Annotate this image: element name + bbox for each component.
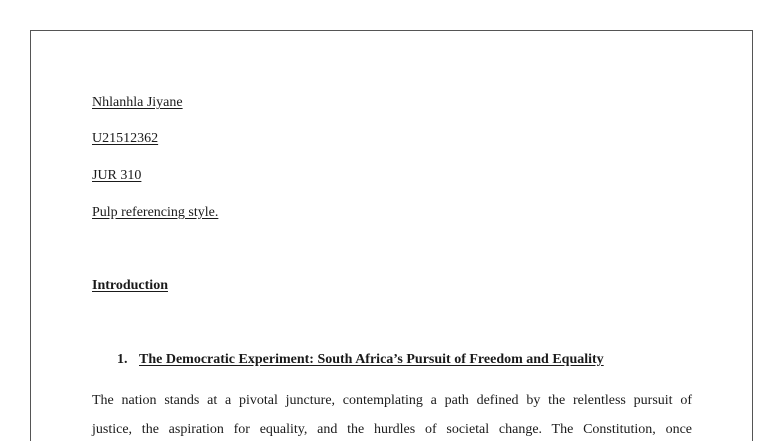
student-number: U21512362: [92, 131, 159, 146]
body-paragraph: [92, 386, 692, 441]
heading-title: The Democratic Experiment: South Africa’s Pursuit of Freedom and Equality: [139, 352, 604, 367]
paragraph-line: The nation stands at a pivotal juncture, contemplating a path defined by the relentless pursuit of: [92, 393, 692, 408]
paragraph-line: justice, the aspiration for equality, and the hurdles of societal change. The Constitution, once: [92, 422, 692, 437]
referencing-style: Pulp referencing style.: [92, 205, 219, 220]
author-name: Nhlanhla Jiyane: [92, 95, 183, 110]
heading-number: 1.: [117, 352, 128, 367]
section-title: Introduction: [92, 278, 168, 293]
course-code: JUR 310: [92, 168, 142, 183]
document-page: [30, 30, 753, 441]
